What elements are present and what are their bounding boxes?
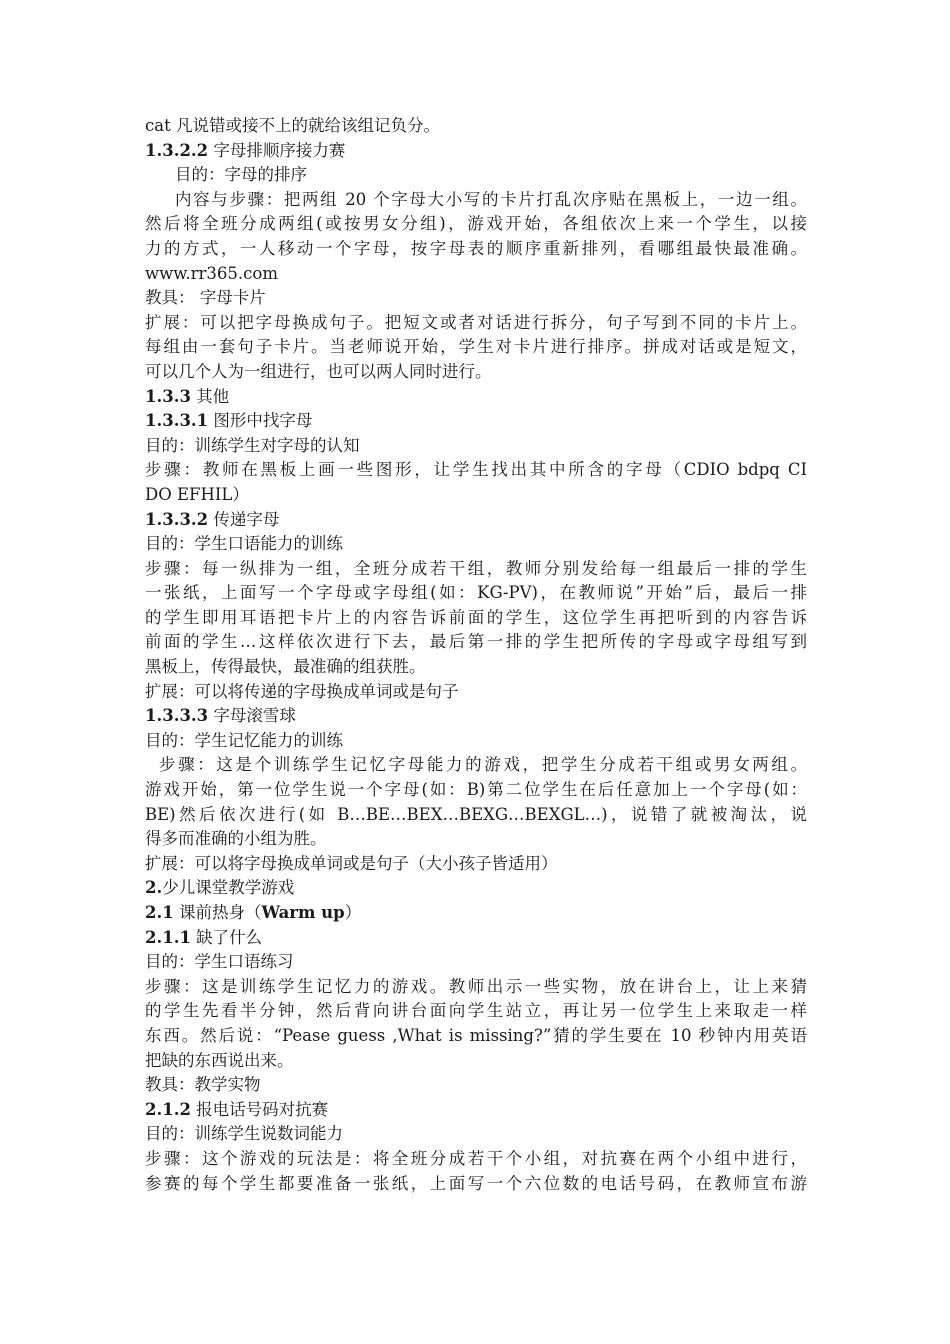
paragraph-line: 前面的学生…这样依次进行下去，最后第一排的学生把所传的字母或字母组写到 [145, 632, 807, 652]
purpose-line: 目的：学生记忆能力的训练 [145, 730, 343, 750]
section-heading [145, 508, 807, 533]
section-heading [145, 1098, 807, 1123]
extension-line: 扩展：可以将传递的字母换成单词或是句子 [145, 681, 459, 701]
paragraph-line: 得多而准确的小组为胜。 [145, 829, 327, 849]
paragraph-line: 把缺的东西说出来。 [145, 1050, 294, 1070]
paragraph-line: 然后将全班分成两组(或按男女分组)，游戏开始，各组依次上来一个学生，以接 [145, 214, 807, 234]
paragraph-line: 力的方式，一人移动一个字母，按字母表的顺序重新排列，看哪组最快最准确。 [145, 238, 807, 258]
paragraph-line: 东西。然后说：“Pease guess ,What is missing?”猜的学生要在 10 秒钟内用英语 [145, 1025, 807, 1045]
section-title: 其他 [190, 386, 230, 406]
section-number: 2.1 [145, 903, 174, 922]
website-line: www.rr365.com [145, 263, 278, 283]
paragraph-line: 参赛的每个学生都要准备一张纸，上面写一个六位数的电话号码，在教师宣布游 [145, 1173, 807, 1193]
paragraph-line: 步骤：这是训练学生记忆力的游戏。教师出示一些实物，放在讲台上，让上来猜 [145, 976, 807, 996]
paragraph-line: 步骤：这个游戏的玩法是：将全班分成若干个小组，对抗赛在两个小组中进行， [145, 1148, 807, 1168]
paragraph-line: 步骤：每一纵排为一组，全班分成若干组，教师分别发给每一组最后一排的学生 [145, 558, 807, 578]
section-title: 少儿课堂教学游戏 [162, 878, 295, 898]
purpose-line: 目的：学生口语能力的训练 [145, 534, 343, 554]
tools-line: 教具： 字母卡片 [145, 288, 266, 308]
paragraph-line: 游戏开始，第一位学生说一个字母(如：B)第二位学生在后任意加上一个字母(如： [145, 780, 807, 800]
purpose-line: 目的：训练学生说数词能力 [145, 1124, 343, 1144]
section-number: 1.3.3 [145, 386, 191, 406]
section-number: 2.1.1 [145, 927, 191, 947]
section-number: 2.1.2 [145, 1099, 191, 1119]
paragraph-line: 一张纸，上面写一个字母或字母组(如：KG-PV)，在教师说”开始”后，最后一排 [145, 583, 807, 603]
paragraph-line: 可以几个人为一组进行，也可以两人同时进行。 [145, 361, 492, 381]
chapter-heading [145, 876, 807, 901]
section-title: 传递字母 [208, 509, 280, 529]
paragraph-line: 内容与步骤：把两组 20 个字母大小写的卡片打乱次序贴在黑板上，一边一组。 [175, 189, 807, 209]
tools-line: 教具：教学实物 [145, 1075, 261, 1095]
section-title-english: Warm up [261, 903, 345, 922]
section-number: 1.3.3.3 [145, 706, 209, 726]
paragraph-line: 步骤：教师在黑板上画一些图形，让学生找出其中所含的字母（CDIO bdpq CI [145, 460, 807, 480]
document-page [145, 114, 807, 1196]
section-heading [145, 409, 807, 434]
section-title: 字母排顺序接力赛 [208, 140, 346, 160]
section-number: 2. [145, 878, 163, 898]
paragraph-line: 步骤：这是个训练学生记忆字母能力的游戏，把学生分成若干组或男女两组。 [159, 755, 807, 775]
section-title: 字母滚雪球 [208, 706, 296, 726]
section-number: 1.3.3.2 [145, 509, 209, 529]
section-heading [145, 139, 807, 164]
extension-line: 扩展：可以将字母换成单词或是句子（大小孩子皆适用） [145, 853, 558, 873]
paragraph-line: 扩展：可以把字母换成句子。把短文或者对话进行拆分，句子写到不同的卡片上。 [145, 312, 807, 332]
paragraph-line: 黑板上，传得最快，最准确的组获胜。 [145, 657, 426, 677]
text-line: cat 凡说错或接不上的就给该组记负分。 [145, 116, 440, 135]
section-number: 1.3.3.1 [145, 411, 209, 431]
section-heading [145, 901, 807, 926]
purpose-line: 目的：训练学生对字母的认知 [145, 435, 360, 455]
section-title: 课前热身（ [173, 903, 262, 922]
section-heading [145, 385, 807, 410]
paragraph-line: DO EFHIL） [145, 484, 249, 504]
purpose-line: 目的：学生口语练习 [145, 952, 294, 972]
section-title-close: ） [344, 903, 362, 922]
section-number: 1.3.2.2 [145, 140, 209, 160]
purpose-line: 目的：字母的排序 [175, 165, 307, 185]
paragraph-line: BE)然后依次进行(如 B…BE…BEX…BEXG…BEXGL…)，说错了就被淘汰，说 [145, 804, 807, 824]
section-heading [145, 926, 807, 951]
section-title: 报电话号码对抗赛 [190, 1099, 329, 1119]
section-title: 图形中找字母 [208, 411, 313, 431]
section-title: 缺了什么 [190, 927, 263, 947]
paragraph-line: 每组由一套句子卡片。当老师说开始，学生对卡片进行排序。拼成对话或是短文， [145, 337, 807, 357]
section-heading [145, 704, 807, 729]
paragraph-line: 的学生即用耳语把卡片上的内容告诉前面的学生，这位学生再把听到的内容告诉 [145, 607, 807, 627]
paragraph-line: 的学生先看半分钟，然后背向讲台面向学生站立，再让另一位学生上来取走一样 [145, 1001, 807, 1021]
